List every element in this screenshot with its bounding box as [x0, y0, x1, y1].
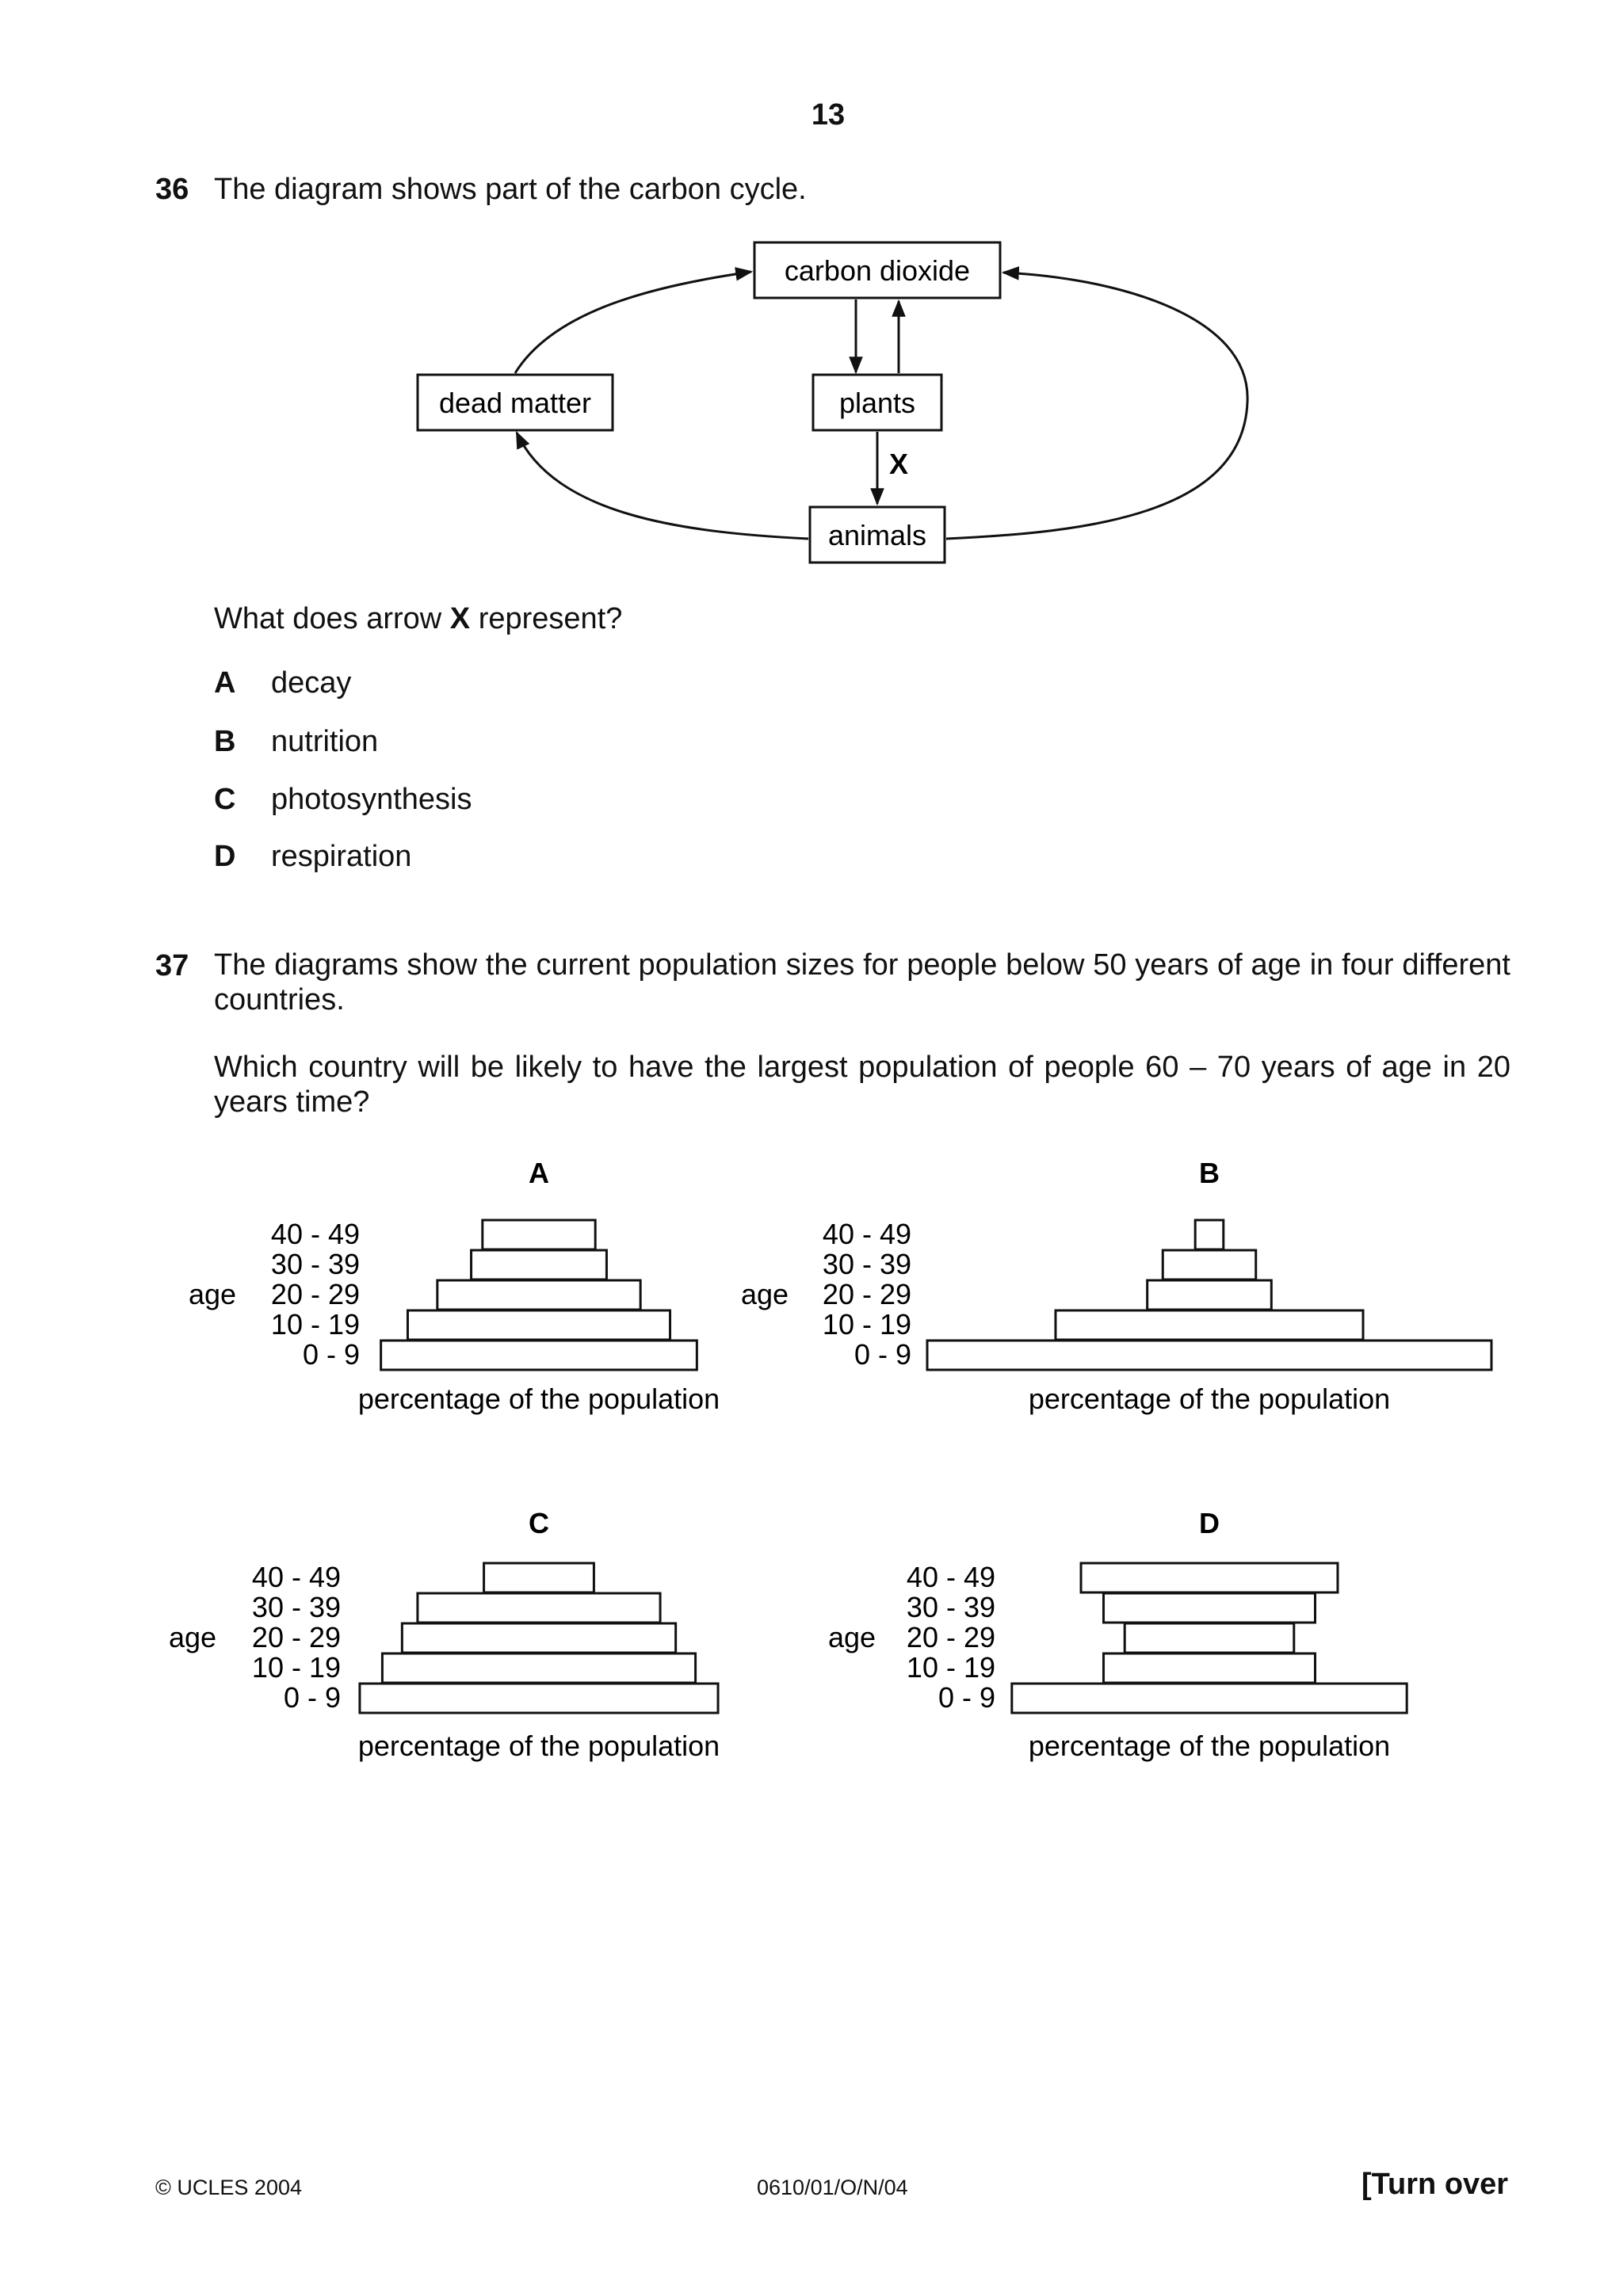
carbon-cycle-diagram — [0, 0, 1623, 602]
option-c-text: photosynthesis — [271, 783, 472, 816]
pyramid-b-age-label: 40 - 49 — [822, 1218, 911, 1250]
pyramid-c-age-label: 0 - 9 — [283, 1681, 341, 1714]
pyramid-b-letter: B — [1199, 1157, 1220, 1189]
pyramid-d-age-label: 30 - 39 — [906, 1591, 995, 1623]
page-number: 13 — [811, 98, 846, 132]
question-37-intro: The diagrams show the current population sizes for people below 50 years of age in four different countries. — [214, 948, 1510, 1016]
option-d-text: respiration — [271, 840, 412, 873]
pyramid-d-age-label: 40 - 49 — [906, 1561, 995, 1593]
question-36-prompt — [214, 602, 622, 636]
pyramid-a-age-label: 30 - 39 — [270, 1248, 360, 1280]
question-37-number: 37 — [155, 949, 189, 982]
pyramid-c-age-label: 10 - 19 — [251, 1651, 341, 1684]
pyramid-d-age-label: 0 - 9 — [938, 1681, 995, 1714]
dead-matter-label: dead matter — [438, 387, 592, 419]
pyramid-d-bar — [1012, 1684, 1407, 1713]
pyramid-d-age-label: 10 - 19 — [906, 1651, 995, 1684]
pyramid-a-x-title: percentage of the population — [357, 1383, 720, 1415]
pyramid-b-x-title: percentage of the population — [1028, 1383, 1391, 1415]
pyramid-b-age-label: 0 - 9 — [854, 1338, 911, 1371]
pyramid-a-age-label: 10 - 19 — [270, 1308, 360, 1341]
question-36-number: 36 — [155, 173, 189, 206]
pyramid-c-x-title: percentage of the population — [357, 1730, 720, 1762]
pyramid-c-bar — [484, 1563, 594, 1592]
pyramid-b-bar — [1195, 1220, 1224, 1249]
pyramid-c-bar — [418, 1593, 660, 1623]
pyramid-d-y-title: age — [827, 1621, 876, 1653]
pyramid-c-y-title: age — [168, 1621, 217, 1653]
dead-matter-to-co2-arrow — [515, 272, 751, 373]
pyramid-c-letter: C — [529, 1507, 549, 1539]
pyramid-b-age-label: 30 - 39 — [822, 1248, 911, 1280]
pyramid-d-x-title: percentage of the population — [1028, 1730, 1391, 1762]
pyramid-c-bar — [402, 1623, 675, 1653]
option-c-letter: C — [214, 783, 236, 816]
option-b-text: nutrition — [271, 725, 379, 758]
option-b-letter: B — [214, 725, 236, 758]
question-36-prompt-pre: What does arrow — [214, 602, 450, 635]
arrow-x-label: X — [889, 448, 909, 480]
footer-code: 0610/01/O/N/04 — [757, 2176, 908, 2199]
footer-turn-over: [Turn over — [1361, 2168, 1509, 2201]
pyramid-d-bar — [1104, 1653, 1316, 1683]
pyramid-a-bar — [407, 1310, 670, 1340]
pyramid-a-bar — [437, 1280, 640, 1310]
pyramid-c-age-label: 20 - 29 — [251, 1621, 341, 1653]
animals-to-dead-matter-arrow — [517, 433, 808, 539]
pyramid-c-bar — [382, 1653, 695, 1683]
pyramid-d-age-label: 20 - 29 — [906, 1621, 995, 1653]
question-36-prompt-post: represent? — [470, 602, 623, 635]
pyramid-b-bar — [927, 1341, 1491, 1370]
animals-to-co2-arrow — [946, 273, 1247, 539]
question-36-prompt-bold: X — [449, 602, 471, 635]
pyramid-a-bar — [381, 1341, 697, 1370]
pyramid-b-age-label: 20 - 29 — [822, 1278, 911, 1310]
footer-copyright: © UCLES 2004 — [155, 2176, 302, 2199]
plants-label: plants — [838, 387, 916, 419]
pyramid-c-bar — [360, 1684, 718, 1713]
pyramid-c-age-label: 30 - 39 — [251, 1591, 341, 1623]
pyramid-d-letter: D — [1199, 1507, 1220, 1539]
pyramid-d-bar — [1125, 1623, 1294, 1653]
pyramid-b-y-title: age — [740, 1278, 789, 1310]
population-pyramids — [0, 1141, 1623, 1791]
pyramid-b-bar — [1163, 1250, 1255, 1280]
option-d-letter: D — [214, 840, 236, 873]
pyramid-b-age-label: 10 - 19 — [822, 1308, 911, 1341]
pyramid-d-bar — [1081, 1563, 1338, 1592]
pyramid-a-age-label: 20 - 29 — [270, 1278, 360, 1310]
question-37-prompt: Which country will be likely to have the largest population of people 60 – 70 years of age in 20 years time? — [214, 1051, 1510, 1119]
carbon-dioxide-label: carbon dioxide — [784, 254, 971, 287]
pyramid-a-y-title: age — [188, 1278, 237, 1310]
pyramid-a-age-label: 0 - 9 — [302, 1338, 360, 1371]
pyramid-c-age-label: 40 - 49 — [251, 1561, 341, 1593]
pyramid-b-bar — [1056, 1310, 1363, 1340]
option-a-letter: A — [214, 666, 236, 700]
option-a-text: decay — [271, 666, 352, 700]
pyramid-a-age-label: 40 - 49 — [270, 1218, 360, 1250]
pyramid-a-bar — [483, 1220, 595, 1249]
animals-label: animals — [827, 519, 927, 551]
pyramid-b-bar — [1148, 1280, 1272, 1310]
pyramid-a-letter: A — [529, 1157, 549, 1189]
pyramid-a-bar — [472, 1250, 607, 1280]
question-36-intro: The diagram shows part of the carbon cycle. — [214, 173, 807, 206]
pyramid-d-bar — [1104, 1593, 1316, 1623]
